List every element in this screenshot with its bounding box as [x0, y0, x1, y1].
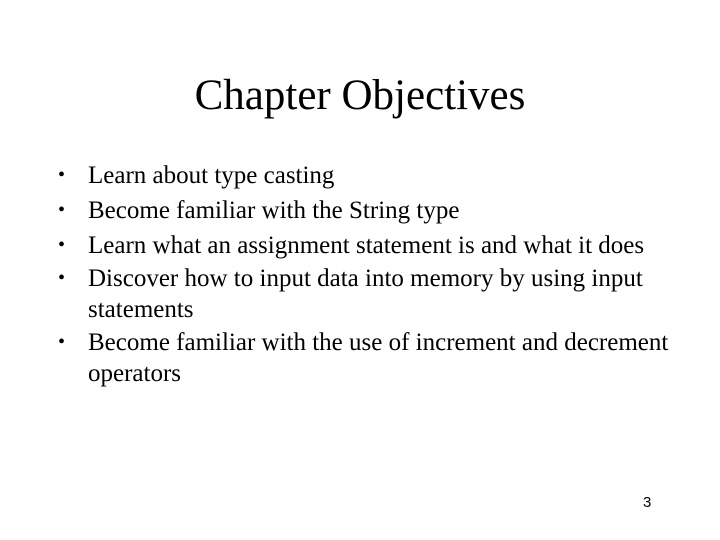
bullet-text: Learn about type casting: [88, 162, 335, 189]
slide-title: Chapter Objectives: [194, 72, 526, 119]
page-number: 3: [643, 494, 652, 511]
bullet-icon: •: [58, 234, 66, 256]
bullet-icon: •: [58, 267, 66, 289]
list-item: [58, 263, 678, 325]
list-item: [58, 193, 678, 228]
bullet-text: Learn what an assignment statement is and what it does: [88, 232, 645, 259]
list-item: [58, 230, 678, 261]
bullet-text: Become familiar with the use of increment and decrement operators: [88, 329, 669, 387]
list-item: [58, 327, 678, 389]
bullet-icon: •: [58, 164, 66, 186]
bullet-text: Discover how to input data into memory by using input statements: [88, 265, 643, 323]
list-item: [58, 158, 678, 193]
bullet-icon: •: [58, 199, 66, 221]
bullet-icon: •: [58, 331, 66, 353]
objectives-list: [58, 158, 678, 391]
bullet-text: Become familiar with the String type: [88, 197, 460, 224]
